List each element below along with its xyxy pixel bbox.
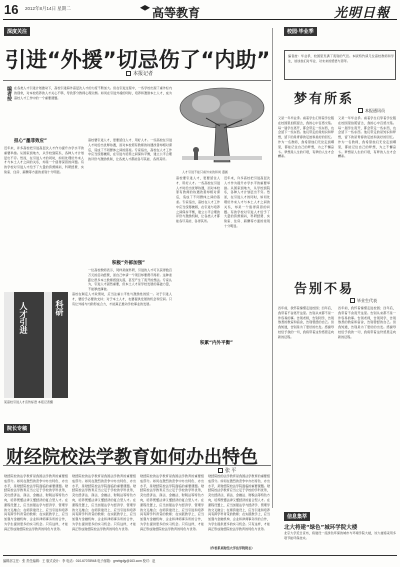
graduation-cap-icon <box>140 5 150 12</box>
essay1-author: 本报通讯员 <box>358 108 385 114</box>
author-box-icon <box>358 108 363 113</box>
main-article-tag: 深度关注 <box>4 27 30 36</box>
lower-byline: 张 平 <box>218 467 236 474</box>
news-headline[interactable]: 北大将建“绿色”城环学院大楼 <box>284 525 358 531</box>
right-editor-box <box>284 50 396 80</box>
essay2-body-col2: 四年前，我怀着憧憬走进校园；四年后，我带着不舍离开这里。告别从来都不是一件容易的事。告别老师，告别同学，告别熟悉的教室和宿舍，告别曾经的自己。但我知道，告别是为了更好的出发。感谢母校给予我的一切，我将带着这份感恩走向新的征程。 <box>338 306 396 339</box>
news-body: 北京大学近日宣布，将建设一座绿色环保的城市与环境学院大楼，该大楼将采用多项节能环保技术。 <box>284 531 396 540</box>
main-headline[interactable]: 引进“外援”切忌伤了“内助” <box>5 48 271 72</box>
main-body-col2c: 高校在制定人才政策时，应当注重公平性与激励性的统一。对于引进人才，要给予必要的支持；对于本土人才，也要提供发展的机会和空间。只有让外援与内助形成合力，才能真正推动学校事业的发展。 <box>72 292 172 306</box>
date-line: 2012年8月14日 星期二 <box>25 6 71 11</box>
news-tag: 信息集萃 <box>284 512 310 521</box>
right-editor-text: 编者按：毕业季，校园里充满了离别的气息。本版特约请几位高校教师和学生，谈谈他们对毕业、对未来的感悟与思考。 <box>288 54 394 63</box>
author-box-icon <box>350 298 355 303</box>
essay2-body-col1: 四年前，我怀着憧憬走进校园；四年后，我带着不舍离开这里。告别从来都不是一件容易的事。告别老师，告别同学，告别熟悉的教室和宿舍，告别曾经的自己。但我知道，告别是为了更好的出发。感谢母校给予我的一切，我将带着这份感恩走向新的征程。 <box>278 306 334 339</box>
page-header <box>0 0 400 22</box>
header-rule <box>3 19 397 20</box>
subheading-2: 积极“外部加强” <box>112 261 145 266</box>
lower-body-col2: 财经院校的法学教育是我国法学教育的重要组成部分。如何在激烈的竞争中办出特色、办出水平，是财经院校法学院面临的重要课题。财经院校法学教育应当立足于学校的学科优势，突出经济法、商法、金融法、财税法等特色方向，培养既懂法律又懂经济的复合型人才。在课程设置上，应当加强法学与经济学、管理学的交叉融合；在师资建设上，应当引进和培养具有跨学科背景的教师；在实践教学上，应当加强与金融机构、企业和律师事务所的合作，为学生提供更多的实习机会。只有这样，才能真正形成财经院校法学教育的特色与优势。 <box>72 474 136 531</box>
essay1-body-col1: 又是一年毕业季。看着学生们穿着学位服在校园里拍照留念，我的心中百感交集。每一届学生离开，都会带走一些东西，也会留下一些东西。他们带走的是知识和梦想，留下的是青春的足迹和美好的回忆。作为一名教师，我希望他们无论走到哪里，都能记住自己的梦想，为之不懈奋斗。梦想是人生的灯塔，有梦的人生才会精彩。 <box>278 116 334 159</box>
main-byline: 本报记者 <box>126 70 153 77</box>
section-title: 高等教育 <box>152 6 201 20</box>
page-footer: 编辑部主任：张 责任编辑：王 版式设计：李 电话：010-67078948 电子邮箱：gmrbgdjy@163.com 校对：赵 <box>3 555 397 563</box>
lower-body-col4: 财经院校的法学教育是我国法学教育的重要组成部分。如何在激烈的竞争中办出特色、办出水平，是财经院校法学院面临的重要课题。财经院校法学教育应当立足于学校的学科优势，突出经济法、商法、金融法、财税法等特色方向，培养既懂法律又懂经济的复合型人才。在课程设置上，应当加强法学与经济学、管理学的交叉融合；在师资建设上，应当引进和培养具有跨学科背景的教师；在实践教学上，应当加强与金融机构、企业和律师事务所的合作，为学生提供更多的实习机会。只有这样，才能真正形成财经院校法学教育的特色与优势。 <box>208 474 270 531</box>
editor-note-label: 编者按 <box>6 86 12 101</box>
lower-headline-rule <box>3 465 271 466</box>
main-body-col3: 高校要引进人才，更要留住人才、用好人才。一些高校在引进人才时给出优厚待遇，而对本校原有教师的待遇改善却相对滞后，造成了不同群体之间的落差。专家指出，高校在人才工作中应当统筹兼顾，在引进与培养之间保持平衡，建立公平合理的评价与激励机制，让各类人才都能各尽其能、各得其所。 <box>176 176 220 224</box>
tree-cartoon-illustration <box>176 86 268 168</box>
column-divider <box>272 28 273 508</box>
lower-author-note: （作者系某财经大学法学院院长） <box>208 546 255 550</box>
lower-body-col3: 财经院校的法学教育是我国法学教育的重要组成部分。如何在激烈的竞争中办出特色、办出水平，是财经院校法学院面临的重要课题。财经院校法学教育应当立足于学校的学科优势，突出经济法、商法、金融法、财税法等特色方向，培养既懂法律又懂经济的复合型人才。在课程设置上，应当加强法学与经济学、管理学的交叉融合；在师资建设上，应当引进和培养具有跨学科背景的教师；在实践教学上，应当加强与金融机构、企业和律师事务所的合作，为学生提供更多的实习机会。只有这样，才能真正形成财经院校法学教育的特色与优势。 <box>140 474 204 531</box>
page-number: 16 <box>4 2 19 17</box>
main-body-col2b: 一位高校教师表示，同样是做科研，引进的人才可以获得数百万元的启动经费，而自己申请一个项目却要费尽周折。这种差距让很多本土教师感到失落，甚至产生了离开的想法。专家认为，引进人才固然重要，但本土人才是学校发展的基础力量，不能厚此薄彼。 <box>88 268 172 292</box>
right-column-tag: 校园·毕业季 <box>284 27 317 36</box>
subheading-1: 担心“墨菲效应” <box>14 139 47 144</box>
editor-note-text: 在各类人才引进计划推动下，高校引进海外高层次人才的力度不断加大。但在引进过程中，一些学校出现了重外轻内的现象，对本校培养的人才关心不够，导致部分教师心理失衡。如何在引进外援的同时，培养和激励本土人才，成为高校人才工作中的一个重要课题。 <box>14 86 172 100</box>
lower-article-tag: 院长专稿 <box>4 424 30 433</box>
lower-body-col1: 财经院校的法学教育是我国法学教育的重要组成部分。如何在激烈的竞争中办出特色、办出水平，是财经院校法学院面临的重要课题。财经院校法学教育应当立足于学校的学科优势，突出经济法、商法、金融法、财税法等特色方向，培养既懂法律又懂经济的复合型人才。在课程设置上，应当加强法学与经济学、管理学的交叉融合；在师资建设上，应当引进和培养具有跨学科背景的教师；在实践教学上，应当加强与金融机构、企业和律师事务所的合作，为学生提供更多的实习机会。只有这样，才能真正形成财经院校法学教育的特色与优势。 <box>4 474 68 531</box>
main-body-col4: 近年来，许多高校把引进高层次人才作为提升办学水平的重要举措。从国家到地方，从学校到院系，各种人才计划层出不穷。然而，在引进人才的同时，如何处理好外来人才与本土人才之间的关系，却是一个值得深思的问题。有的学校对引进人才给予了大量的资源倾斜，科研经费、实验室、住房、薪酬等方面的差别十分明显。 <box>224 176 270 228</box>
campus-banner-photo: 人才引进 科研 <box>4 292 68 398</box>
author-box-icon <box>126 71 131 76</box>
newspaper-masthead: 光明日報 <box>333 6 390 21</box>
main-body-col2: 高校要引进人才，更要留住人才、用好人才。一些高校在引进人才时给出优厚待遇，而对本校原有教师的待遇改善却相对滞后，造成了不同群体之间的落差。专家指出，高校在人才工作中应当统筹兼顾，在引进与培养之间保持平衡，建立公平合理的评价与激励机制，让各类人才都能各尽其能、各得其所。 <box>88 138 172 162</box>
lower-headline[interactable]: 财经院校法学教育如何办出特色 <box>6 447 258 468</box>
cartoon-caption: 人才引进不能只看外来的和尚 漫画 <box>182 170 228 174</box>
essay2-author: 毕业生代表 <box>350 298 377 304</box>
author-box-icon <box>218 468 223 473</box>
essay2-title[interactable]: 告别不易 <box>294 282 355 297</box>
headline-rule <box>3 80 271 81</box>
photo-caption: 某高校引进人才宣传标语 本报记者摄 <box>4 400 53 404</box>
main-body-col1: 近年来，许多高校把引进高层次人才作为提升办学水平的重要举措。从国家到地方，从学校到院系，各种人才计划层出不穷。然而，在引进人才的同时，如何处理好外来人才与本土人才之间的关系，却是一个值得深思的问题。有的学校对引进人才给予了大量的资源倾斜，科研经费、实验室、住房、薪酬等方面的差别十分明显。 <box>4 146 84 174</box>
subheading-3: 积累“内外平衡” <box>200 341 233 346</box>
essay1-title[interactable]: 梦有所系 <box>294 92 355 107</box>
essay1-body-col2: 又是一年毕业季。看着学生们穿着学位服在校园里拍照留念，我的心中百感交集。每一届学生离开，都会带走一些东西，也会留下一些东西。他们带走的是知识和梦想，留下的是青春的足迹和美好的回忆。作为一名教师，我希望他们无论走到哪里，都能记住自己的梦想，为之不懈奋斗。梦想是人生的灯塔，有梦的人生才会精彩。 <box>338 116 396 159</box>
